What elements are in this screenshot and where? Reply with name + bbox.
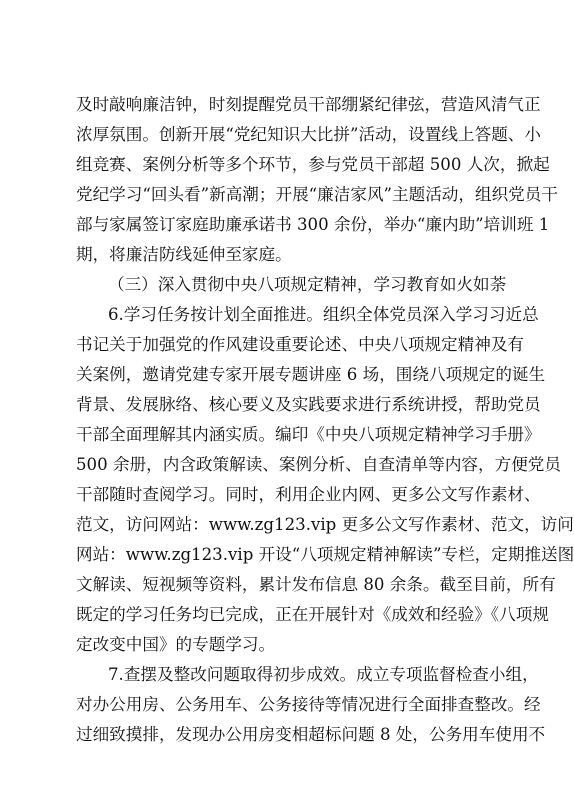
text-line: 网站：www.zg123.vip 开设“八项规定精神解读”专栏，定期推送图: [76, 545, 574, 564]
text-line: 部与家属签订家庭助廉承诺书 300 余份，举办“廉内助”培训班 1: [76, 215, 550, 234]
text-line: 书记关于加强党的作风建设重要论述、中央八项规定精神及有: [76, 335, 525, 354]
text-line: 期，将廉洁防线延伸至家庭。: [76, 245, 292, 264]
text-line: 干部全面理解其内涵实质。编印《中央八项规定精神学习手册》: [76, 425, 541, 444]
text-line: 500 余册，内含政策解读、案例分析、自查清单等内容，方便党员: [76, 455, 561, 474]
text-line: 干部随时查阅学习。同时，利用企业内网、更多公文写作素材、: [76, 485, 541, 504]
text-line: 文解读、短视频等资料，累计发布信息 80 余条。截至目前，所有: [76, 575, 556, 594]
document-body: [76, 90, 574, 750]
text-line: 对办公用房、公务用车、公务接待等情况进行全面排查整改。经: [76, 695, 541, 714]
text-line: 浓厚氛围。创新开展“党纪知识大比拼”活动，设置线上答题、小: [76, 125, 541, 144]
text-line: 党纪学习“回头看”新高潮；开展“廉洁家风”主题活动，组织党员干: [76, 185, 558, 204]
text-line: 过细致摸排，发现办公用房变相超标问题 8 处，公务用车使用不: [76, 725, 546, 744]
text-line: 背景、发展脉络、核心要义及实践要求进行系统讲授，帮助党员: [76, 395, 541, 414]
text-line: 既定的学习任务均已完成，正在开展针对《成效和经验》《八项规: [76, 605, 549, 624]
section-heading: （三）深入贯彻中央八项规定精神，学习教育如火如荼: [108, 275, 507, 294]
text-line: 组竞赛、案例分析等多个环节，参与党员干部超 500 人次，掀起: [76, 155, 550, 174]
text-line: 7.查摆及整改问题取得初步成效。成立专项监督检查小组，: [108, 665, 539, 684]
text-line: 关案例，邀请党建专家开展专题讲座 6 场，围绕八项规定的诞生: [76, 365, 546, 384]
text-line: 定改变中国》的专题学习。: [76, 635, 276, 654]
text-line: 及时敲响廉洁钟，时刻提醒党员干部绷紧纪律弦，营造风清气正: [76, 95, 541, 114]
text-line: 6.学习任务按计划全面推进。组织全体党员深入学习习近总: [108, 305, 539, 324]
text-line: 范文，访问网站：www.zg123.vip 更多公文写作素材、范文，访问: [76, 515, 574, 534]
